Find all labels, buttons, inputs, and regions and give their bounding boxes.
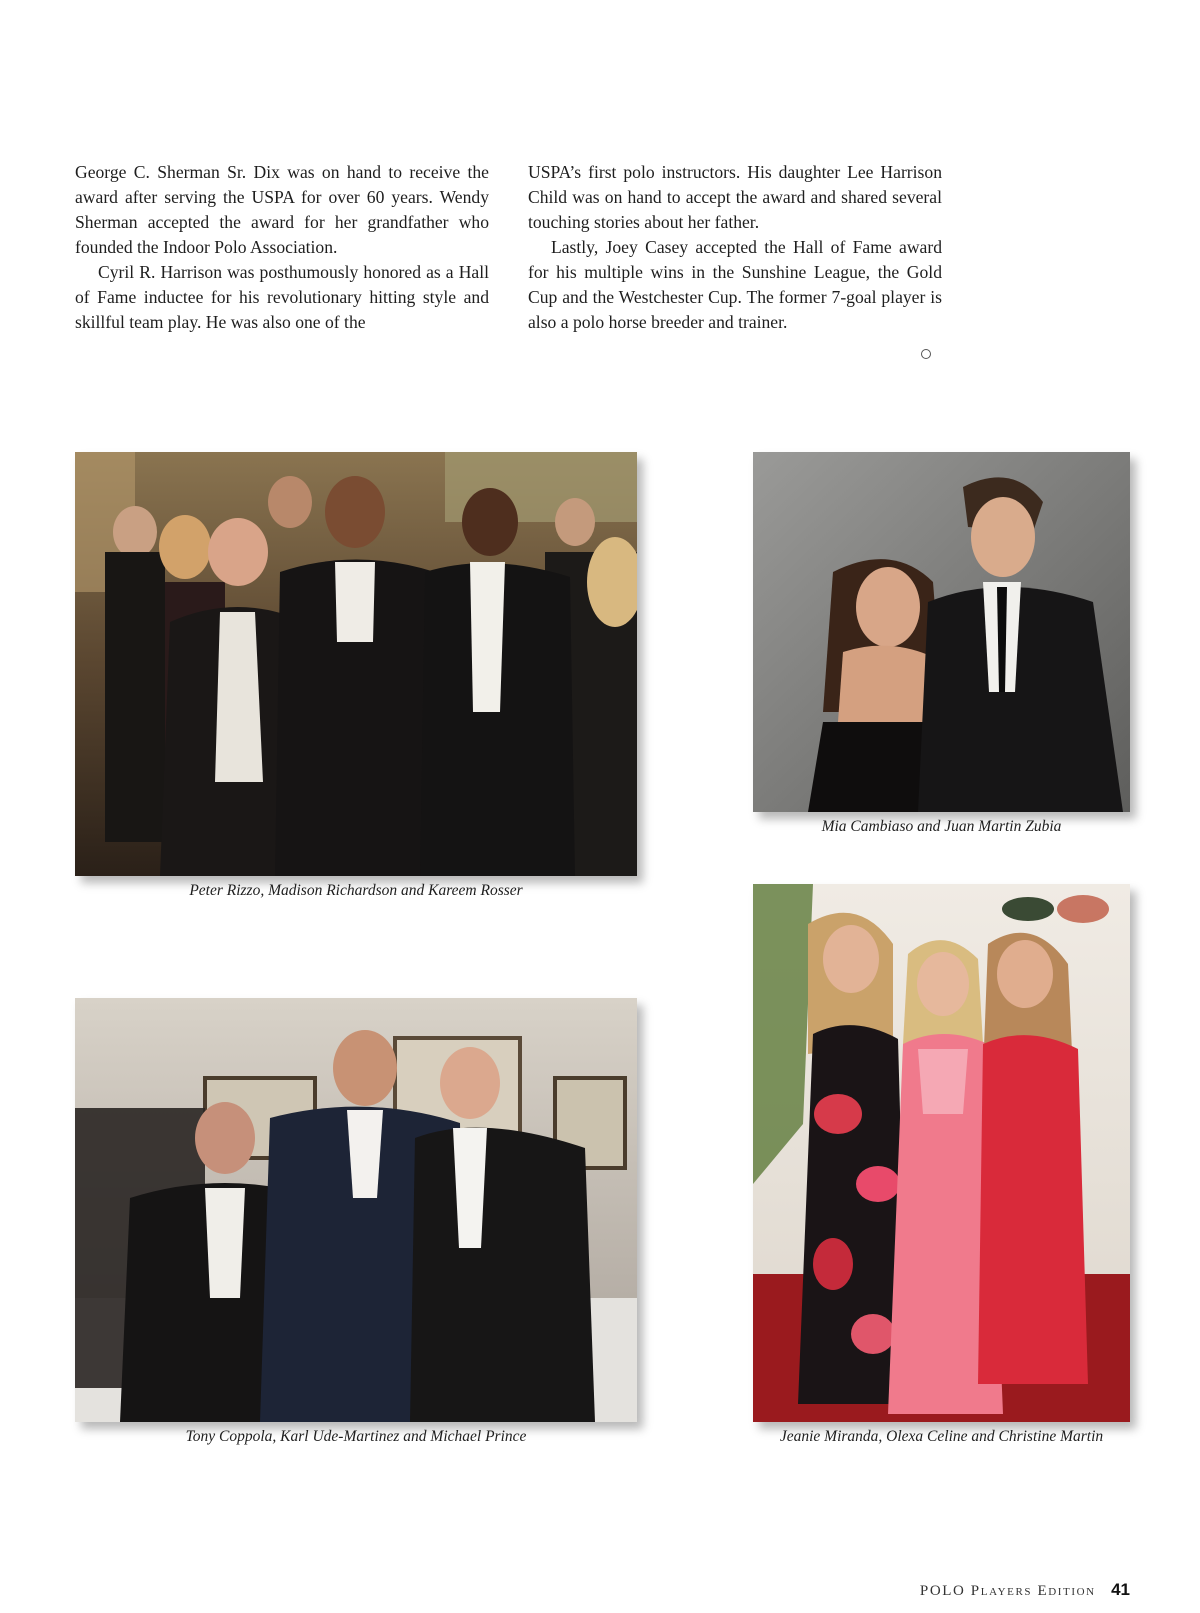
publication-name: POLO Players Edition (919, 1583, 1096, 1599)
photo-caption: Tony Coppola, Karl Ude-Martinez and Michael Prince (185, 1428, 527, 1445)
photo-three-men-gallery (75, 998, 637, 1422)
photo-caption: Mia Cambiaso and Juan Martin Zubia (821, 818, 1062, 835)
end-of-article-icon (921, 349, 931, 359)
article-column-left (75, 160, 489, 335)
photo-three-men-party (75, 452, 637, 876)
photo-caption: Jeanie Miranda, Olexa Celine and Christine Martin (779, 1428, 1104, 1445)
article-paragraph: USPA’s first polo instructors. His daughter Lee Harrison Child was on hand to accept the award and shared several touching stories about her father. (528, 162, 942, 232)
photo-three-women (753, 884, 1130, 1422)
page-number: 41 (1111, 1580, 1130, 1599)
article-column-right (528, 160, 942, 335)
article-paragraph: Cyril R. Harrison was posthumously honored as a Hall of Fame inductee for his revolutionary hitting style and skillful team play. He was also one of the (75, 262, 489, 332)
photo-caption: Peter Rizzo, Madison Richardson and Kareem Rosser (189, 882, 523, 899)
article-paragraph: Lastly, Joey Casey accepted the Hall of Fame award for his multiple wins in the Sunshine League, the Gold Cup and the Westchester Cup. The former 7-goal player is also a polo horse breeder and trainer. (528, 237, 942, 332)
article-paragraph: George C. Sherman Sr. Dix was on hand to receive the award after serving the USPA for over 60 years. Wendy Sherman accepted the award for her grandfather who founded the Indoor Polo Association. (75, 162, 489, 257)
page-footer (920, 1580, 1130, 1600)
photo-couple (753, 452, 1130, 812)
